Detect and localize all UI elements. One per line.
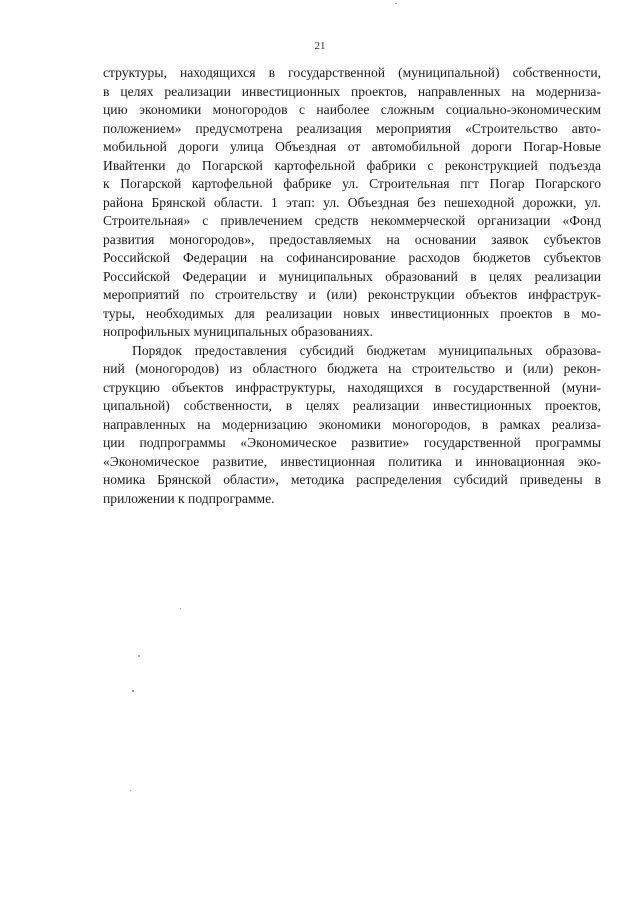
body-text [103, 64, 601, 508]
text-line: района Брянской области. 1 этап: ул. Объездная без пешеходной дорожки, ул. [103, 194, 601, 210]
text-line: структуры, находящихся в государственной (муниципальной) собственности, [103, 65, 601, 80]
text-line: мобильной дороги улица Объездная от автомобильной дороги Погар-Новые [103, 139, 601, 154]
scan-speck [130, 790, 131, 791]
paragraph-2 [103, 342, 601, 509]
scan-speck [132, 690, 134, 692]
text-line: положением» предусмотрена реализация мероприятия «Строительство авто- [103, 120, 601, 136]
text-line: ции подпрограммы «Экономическое развитие» государственной программы [103, 435, 601, 450]
text-line: туры, необходимых для реализации новых инвестиционных проектов в мо- [103, 305, 601, 321]
text-line: развития моногородов», предоставляемых на основании заявок субъектов [103, 231, 601, 247]
text-line: нопрофильных муниципальных образованиях. [103, 324, 374, 339]
text-line: ний (моногородов) из областного бюджета на строительство и (или) рекон- [103, 361, 601, 376]
scan-speck [395, 3, 397, 4]
scan-speck [180, 608, 181, 609]
text-line: струкцию объектов инфраструктуры, находящихся в государственной (муни- [103, 379, 601, 395]
paragraph-1 [103, 64, 601, 342]
text-line: приложении к подпрограмме. [103, 490, 275, 506]
page-number: 21 [314, 40, 326, 52]
text-line: Строительная» с привлечением средств некоммерческой организации «Фонд [103, 213, 601, 228]
text-line: Порядок предоставления субсидий бюджетам муниципальных образова- [132, 342, 601, 358]
text-line: направленных на модернизацию экономики моногородов, в рамках реализа- [103, 416, 601, 432]
text-line: к Погарской картофельной фабрике ул. Строительная пгт Погар Погарского [103, 176, 601, 191]
text-line: «Экономическое развитие, инвестиционная политика и инновационная эко- [103, 453, 601, 469]
text-line: цию экономики моногородов с наиболее сложным социально-экономическим [103, 102, 601, 117]
text-line: в целях реализации инвестиционных проектов, направленных на модерниза- [103, 83, 601, 99]
text-line: Российской Федерации на софинансирование расходов бюджетов субъектов [103, 250, 601, 265]
text-line: Ивайтенки до Погарской картофельной фабрики с реконструкцией подъезда [103, 157, 601, 173]
text-line: номика Брянской области», методика распределения субсидий приведены в [103, 472, 601, 487]
text-line: ципальной) собственности, в целях реализации инвестиционных проектов, [103, 398, 601, 413]
text-line: Российской Федерации и муниципальных образований в целях реализации [103, 268, 601, 284]
scan-speck [138, 655, 140, 657]
text-line: мероприятий по строительству и (или) реконструкции объектов инфраструк- [103, 287, 601, 302]
